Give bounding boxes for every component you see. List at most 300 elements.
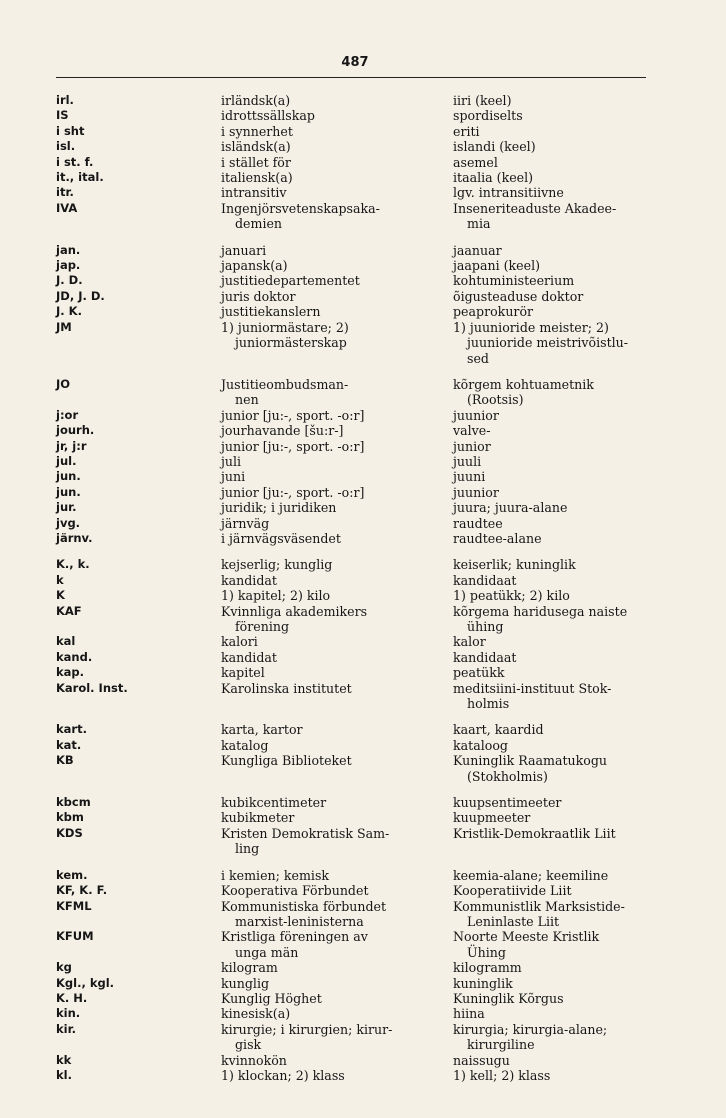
swedish-meaning-line: Kooperativa Förbundet [221,883,369,899]
estonian-meaning-line: raudtee-alane [453,530,542,546]
swedish-meaning-line: kejserlig; kunglig [221,557,333,573]
dictionary-entry [56,185,656,200]
dictionary-entry [56,665,656,680]
swedish-meaning [221,868,453,883]
estonian-meaning [453,588,656,603]
estonian-meaning-line: holmis [467,696,510,712]
swedish-meaning [221,722,453,737]
swedish-meaning-line: kubikcentimeter [221,795,327,811]
estonian-meaning-line: jaanuar [453,242,502,258]
estonian-meaning-line: kohtuministeerium [453,273,575,289]
dictionary-entry [56,650,656,665]
swedish-meaning-line: ling [235,841,260,857]
swedish-meaning-line: kalori [221,634,258,650]
swedish-meaning [221,557,453,572]
abbreviation-line: jun. [56,484,81,499]
estonian-meaning [453,304,656,319]
dictionary-entry [56,868,656,883]
abbreviation-line: JM [56,319,72,334]
abbreviation [56,185,221,200]
swedish-meaning-line: i synnerhet [221,123,293,139]
dictionary-entry [56,155,656,170]
swedish-meaning [221,243,453,258]
estonian-meaning-line: sed [467,350,489,366]
dictionary-entry [56,1022,656,1053]
swedish-meaning [221,634,453,649]
abbreviation-line: kl. [56,1067,72,1082]
abbreviation [56,485,221,500]
abbreviation-line: kand. [56,649,93,664]
estonian-meaning-line: kuupsentimeeter [453,795,562,811]
estonian-meaning [453,1022,656,1053]
estonian-meaning [453,573,656,588]
swedish-meaning-line: Kommunistiska förbundet [221,898,387,914]
estonian-meaning-line: lgv. intransitiivne [453,185,564,201]
estonian-meaning-line: juuli [453,453,482,469]
dictionary-entry [56,469,656,484]
abbreviation-line: KF, K. F. [56,883,108,898]
estonian-meaning [453,516,656,531]
estonian-meaning [453,722,656,737]
swedish-meaning-line: kinesisk(a) [221,1006,291,1022]
swedish-meaning [221,439,453,454]
estonian-meaning [453,454,656,469]
swedish-meaning-line: Kristliga föreningen av [221,929,368,945]
estonian-meaning-line: 1) peatükk; 2) kilo [453,588,570,604]
swedish-meaning-line: kandidat [221,572,277,588]
swedish-meaning-line: junior [ju:-, sport. -o:r] [221,438,365,454]
abbreviation-line: KAF [56,603,82,618]
estonian-meaning-line: Kommunistlik Marksistide- [453,898,625,914]
dictionary-entry [56,320,656,366]
swedish-meaning [221,469,453,484]
group-gap [56,784,656,795]
swedish-meaning-line: Kunglig Höghet [221,990,322,1006]
estonian-meaning-line: hiina [453,1006,485,1022]
swedish-meaning [221,826,453,857]
swedish-meaning [221,738,453,753]
abbreviation [56,573,221,588]
abbreviation [56,557,221,572]
estonian-meaning [453,991,656,1006]
estonian-meaning-line: juuni [453,469,486,485]
abbreviation [56,650,221,665]
abbreviation-line: K [56,588,65,603]
abbreviation [56,139,221,154]
estonian-meaning [453,170,656,185]
abbreviation [56,753,221,784]
abbreviation [56,289,221,304]
estonian-meaning [453,665,656,680]
estonian-meaning [453,1006,656,1021]
dictionary-entry [56,408,656,423]
swedish-meaning-line: demien [235,216,283,232]
estonian-meaning-line: keiserlik; kuninglik [453,557,576,573]
estonian-meaning [453,531,656,546]
estonian-meaning-line: kõrgema haridusega naiste [453,603,628,619]
estonian-meaning-line: Kristlik-Demokraatlik Liit [453,825,616,841]
estonian-meaning-line: 1) kell; 2) klass [453,1067,551,1083]
swedish-meaning-line: justitiekanslern [221,304,321,320]
estonian-meaning [453,1068,656,1083]
swedish-meaning-line: Justitieombudsman- [221,376,349,392]
swedish-meaning-line: Kristen Demokratisk Sam- [221,825,390,841]
abbreviation [56,868,221,883]
swedish-meaning-line: i järnvägsväsendet [221,530,341,546]
abbreviation [56,722,221,737]
estonian-meaning-line: meditsiini-instituut Stok- [453,680,612,696]
swedish-meaning-line: irländsk(a) [221,93,291,108]
dictionary-entry [56,960,656,975]
swedish-meaning-line: japansk(a) [221,258,288,274]
estonian-meaning [453,753,656,784]
estonian-meaning [453,485,656,500]
abbreviation [56,634,221,649]
dictionary-entry [56,201,656,232]
swedish-meaning-line: Kungliga Biblioteket [221,753,352,769]
swedish-meaning [221,588,453,603]
estonian-meaning [453,439,656,454]
estonian-meaning-line: itaalia (keel) [453,170,534,186]
abbreviation [56,883,221,898]
estonian-meaning-line: peaprokurör [453,304,534,320]
dictionary-entry [56,573,656,588]
estonian-meaning [453,243,656,258]
dictionary-entry [56,588,656,603]
swedish-meaning [221,976,453,991]
swedish-meaning [221,273,453,288]
abbreviation [56,170,221,185]
abbreviation-line: itr. [56,185,74,200]
estonian-meaning-line: kalor [453,634,486,650]
swedish-meaning-line: förening [235,619,290,634]
swedish-meaning-line: kunglig [221,975,270,991]
swedish-meaning-line: Karolinska institutet [221,680,352,696]
abbreviation [56,960,221,975]
estonian-meaning-line: valve- [453,423,491,439]
estonian-meaning-line: Kooperatiivide Liit [453,883,572,899]
abbreviation [56,738,221,753]
estonian-meaning [453,273,656,288]
estonian-meaning-line: junior [453,438,491,454]
dictionary-entry [56,439,656,454]
dictionary-entry [56,753,656,784]
swedish-meaning [221,454,453,469]
estonian-meaning [453,185,656,200]
swedish-meaning-line: Kvinnliga akademikers [221,603,368,619]
abbreviation-line: i st. f. [56,154,94,169]
swedish-meaning [221,991,453,1006]
estonian-meaning [453,289,656,304]
swedish-meaning [221,929,453,960]
estonian-meaning-line: õigusteaduse doktor [453,288,584,304]
abbreviation [56,531,221,546]
dictionary-entry [56,516,656,531]
abbreviation-line: IS [56,108,69,123]
swedish-meaning-line: 1) klockan; 2) klass [221,1067,345,1083]
abbreviation [56,500,221,515]
swedish-meaning-line: intransitiv [221,185,287,201]
estonian-meaning [453,124,656,139]
dictionary-entry [56,681,656,712]
estonian-meaning [453,320,656,366]
swedish-meaning [221,604,453,635]
swedish-meaning-line: juniormästerskap [235,335,347,351]
estonian-meaning-line: naissugu [453,1052,510,1068]
swedish-meaning [221,1022,453,1053]
swedish-meaning [221,883,453,898]
swedish-meaning [221,258,453,273]
swedish-meaning [221,485,453,500]
abbreviation-line: kk [56,1052,72,1067]
swedish-meaning [221,573,453,588]
swedish-meaning [221,753,453,784]
estonian-meaning [453,500,656,515]
dictionary-entry [56,883,656,898]
group-gap [56,711,656,722]
estonian-meaning [453,929,656,960]
estonian-meaning [453,155,656,170]
swedish-meaning [221,108,453,123]
abbreviation-line: Kgl., kgl. [56,975,115,990]
swedish-meaning [221,289,453,304]
estonian-meaning [453,826,656,857]
dictionary-entry [56,1068,656,1083]
abbreviation-line: IVA [56,200,78,215]
dictionary-entry [56,258,656,273]
abbreviation [56,929,221,960]
dictionary-entry [56,976,656,991]
abbreviation [56,454,221,469]
estonian-meaning-line: kõrgem kohtuametnik [453,376,594,392]
estonian-meaning [453,634,656,649]
abbreviation [56,991,221,1006]
swedish-meaning [221,681,453,712]
abbreviation-line: K. H. [56,990,88,1005]
swedish-meaning-line: januari [221,242,267,258]
estonian-meaning-line: kandidaat [453,572,517,588]
abbreviation-line: kin. [56,1006,81,1021]
abbreviation-line: järnv. [56,530,93,545]
estonian-meaning [453,377,656,408]
estonian-meaning-line: kataloog [453,737,508,753]
estonian-meaning-line: Ühing [467,944,506,960]
abbreviation [56,408,221,423]
swedish-meaning-line: gisk [235,1037,262,1053]
abbreviation [56,469,221,484]
estonian-meaning-line: ühing [467,619,504,634]
abbreviation-line: JD, J. D. [56,288,105,303]
group-gap [56,546,656,557]
swedish-meaning [221,1068,453,1083]
abbreviation-line: jun. [56,469,81,484]
swedish-meaning-line: justitiedepartementet [221,273,360,289]
abbreviation-line: jan. [56,242,81,257]
swedish-meaning [221,320,453,366]
swedish-meaning-line: unga män [235,944,299,960]
dictionary-entry [56,722,656,737]
dictionary-entry [56,243,656,258]
abbreviation-line: k [56,572,64,587]
abbreviation [56,155,221,170]
swedish-meaning-line: junior [ju:-, sport. -o:r] [221,407,365,423]
swedish-meaning [221,423,453,438]
swedish-meaning [221,304,453,319]
dictionary-entry [56,531,656,546]
swedish-meaning [221,795,453,810]
estonian-meaning-line: juura; juura-alane [453,500,568,516]
estonian-meaning-line: Kuninglik Raamatukogu [453,753,608,769]
swedish-meaning [221,500,453,515]
abbreviation [56,243,221,258]
estonian-meaning [453,557,656,572]
abbreviation [56,124,221,139]
estonian-meaning-line: peatükk [453,665,505,681]
estonian-meaning-line: 1) juunioride meister; 2) [453,319,609,335]
abbreviation-line: isl. [56,139,76,154]
abbreviation [56,304,221,319]
abbreviation [56,826,221,857]
abbreviation-line: irl. [56,93,74,107]
estonian-meaning-line: iiri (keel) [453,93,512,108]
estonian-meaning-line: (Rootsis) [467,392,524,408]
estonian-meaning-line: kirurgiline [467,1037,535,1053]
swedish-meaning-line: Ingenjörsvetenskapsaka- [221,200,380,216]
swedish-meaning-line: juris doktor [221,288,296,304]
abbreviation-line: jur. [56,500,77,515]
abbreviation [56,108,221,123]
abbreviation [56,423,221,438]
swedish-meaning-line: idrottssällskap [221,108,315,124]
swedish-meaning [221,960,453,975]
abbreviation [56,976,221,991]
abbreviation [56,1053,221,1068]
dictionary-entry [56,304,656,319]
estonian-meaning-line: eriti [453,123,480,139]
swedish-meaning [221,185,453,200]
estonian-meaning [453,960,656,975]
swedish-meaning [221,139,453,154]
estonian-meaning [453,423,656,438]
estonian-meaning [453,899,656,930]
swedish-meaning-line: kirurgie; i kirurgien; kirur- [221,1021,393,1037]
abbreviation-line: J. D. [56,273,83,288]
swedish-meaning [221,124,453,139]
swedish-meaning [221,516,453,531]
dictionary-entry [56,738,656,753]
dictionary-entry [56,604,656,635]
dictionary-entry [56,795,656,810]
swedish-meaning [221,377,453,408]
dictionary-entry [56,454,656,469]
abbreviation-line: kat. [56,737,82,752]
abbreviation [56,273,221,288]
abbreviation-line: kg [56,960,72,975]
abbreviation [56,320,221,366]
estonian-meaning-line: kaart, kaardid [453,722,544,738]
swedish-meaning [221,810,453,825]
estonian-meaning [453,976,656,991]
estonian-meaning-line: islandi (keel) [453,139,536,155]
swedish-meaning-line: italiensk(a) [221,170,293,186]
estonian-meaning-line: Inseneriteaduste Akadee- [453,200,617,216]
abbreviation-line: JO [56,376,71,391]
abbreviation [56,604,221,635]
estonian-meaning [453,93,656,108]
swedish-meaning-line: junior [ju:-, sport. -o:r] [221,484,365,500]
abbreviation [56,258,221,273]
abbreviation [56,201,221,232]
abbreviation-line: KFML [56,898,92,913]
swedish-meaning-line: nen [235,392,259,408]
swedish-meaning-line: 1) juniormästare; 2) [221,319,349,335]
entries-list [56,93,656,1083]
abbreviation [56,377,221,408]
estonian-meaning-line: Leninlaste Liit [467,913,560,929]
swedish-meaning [221,170,453,185]
estonian-meaning [453,795,656,810]
swedish-meaning [221,1053,453,1068]
estonian-meaning [453,258,656,273]
swedish-meaning-line: kubikmeter [221,810,295,826]
estonian-meaning [453,810,656,825]
dictionary-entry [56,634,656,649]
group-gap [56,857,656,868]
abbreviation-line: kap. [56,665,85,680]
estonian-meaning-line: jaapani (keel) [453,258,541,274]
dictionary-entry [56,1006,656,1021]
swedish-meaning [221,201,453,232]
swedish-meaning [221,899,453,930]
swedish-meaning-line: i stället för [221,154,291,170]
abbreviation-line: kart. [56,722,87,737]
abbreviation-line: kem. [56,867,88,882]
swedish-meaning [221,155,453,170]
estonian-meaning [453,469,656,484]
group-gap [56,366,656,377]
abbreviation [56,1068,221,1083]
dictionary-entry [56,929,656,960]
dictionary-entry [56,500,656,515]
abbreviation-line: jap. [56,258,81,273]
dictionary-entry [56,1053,656,1068]
dictionary-entry [56,991,656,1006]
abbreviation-line: j:or [56,407,79,422]
swedish-meaning-line: 1) kapitel; 2) kilo [221,588,331,604]
abbreviation [56,93,221,108]
abbreviation-line: KDS [56,825,83,840]
estonian-meaning-line: juunior [453,407,499,423]
abbreviation-line: jul. [56,453,77,468]
dictionary-entry [56,93,656,108]
abbreviation [56,899,221,930]
swedish-meaning-line: kandidat [221,649,277,665]
estonian-meaning-line: asemel [453,154,498,170]
dictionary-entry [56,899,656,930]
abbreviation [56,1022,221,1053]
dictionary-entry [56,557,656,572]
swedish-meaning-line: i kemien; kemisk [221,867,330,883]
swedish-meaning-line: katalog [221,737,269,753]
dictionary-entry [56,108,656,123]
dictionary-entry [56,273,656,288]
abbreviation [56,810,221,825]
swedish-meaning [221,93,453,108]
page-number: 487 [341,55,369,70]
estonian-meaning-line: kilogramm [453,960,522,976]
abbreviation-line: kbm [56,810,84,825]
dictionary-entry [56,124,656,139]
